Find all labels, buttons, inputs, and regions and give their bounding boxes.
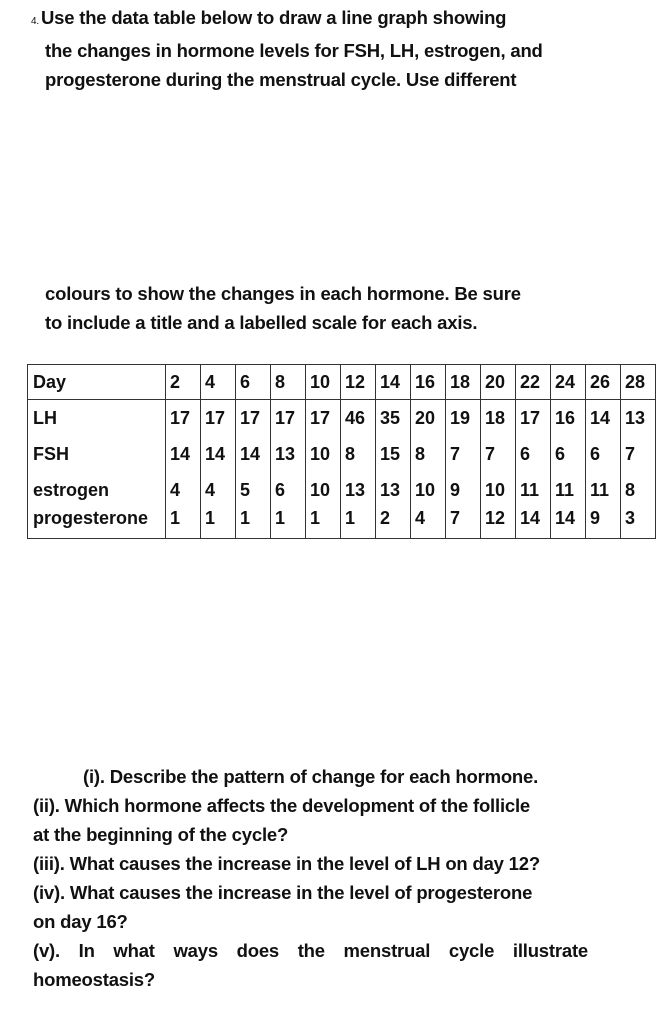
table-cell: 1 — [341, 508, 376, 539]
table-cell: 14 — [516, 508, 551, 539]
table-cell: 22 — [516, 365, 551, 400]
question-ii: (ii). Which hormone affects the development of the follicle — [33, 795, 530, 816]
table-cell: 18 — [481, 400, 516, 437]
question-ii-cont: at the beginning of the cycle? — [33, 824, 289, 845]
table-cell: 6 — [271, 472, 306, 508]
table-cell: 8 — [621, 472, 656, 508]
table-cell: 5 — [236, 472, 271, 508]
table-cell: 10 — [411, 472, 446, 508]
table-cell: 13 — [341, 472, 376, 508]
table-cell: 4 — [201, 472, 236, 508]
table-cell: 26 — [586, 365, 621, 400]
table-cell: 12 — [481, 508, 516, 539]
table-cell: 17 — [306, 400, 341, 437]
table-cell: 14 — [586, 400, 621, 437]
table-cell: 13 — [376, 472, 411, 508]
questions — [33, 762, 588, 994]
table-cell: 6 — [586, 436, 621, 472]
table-cell: 2 — [376, 508, 411, 539]
table-cell: 17 — [166, 400, 201, 437]
intro-line: to include a title and a labelled scale for each axis. — [45, 312, 478, 333]
question-iii: (iii). What causes the increase in the level of LH on day 12? — [33, 853, 540, 874]
table-cell: 7 — [446, 508, 481, 539]
table-cell: 2 — [166, 365, 201, 400]
table-row — [28, 436, 656, 472]
table-cell: 14 — [166, 436, 201, 472]
table-cell: 4 — [201, 365, 236, 400]
intro-line: the changes in hormone levels for FSH, LH, estrogen, and — [45, 40, 543, 61]
table-cell: 17 — [236, 400, 271, 437]
table-cell: 24 — [551, 365, 586, 400]
table-cell: 10 — [306, 365, 341, 400]
table-cell: 16 — [551, 400, 586, 437]
table-cell: 10 — [481, 472, 516, 508]
table-cell: 14 — [376, 365, 411, 400]
table-cell: 17 — [201, 400, 236, 437]
table-cell: 15 — [376, 436, 411, 472]
table-cell: 20 — [481, 365, 516, 400]
table-cell: 1 — [306, 508, 341, 539]
table-cell: 14 — [236, 436, 271, 472]
table-cell: 14 — [551, 508, 586, 539]
table-cell: 7 — [481, 436, 516, 472]
table-cell: 46 — [341, 400, 376, 437]
table-cell: 8 — [271, 365, 306, 400]
table-cell: 1 — [271, 508, 306, 539]
question-number: 4. — [31, 16, 39, 27]
question-iv-cont: on day 16? — [33, 911, 128, 932]
table-cell: 10 — [306, 472, 341, 508]
intro-line: colours to show the changes in each hormone. Be sure — [45, 283, 521, 304]
table-cell: 17 — [516, 400, 551, 437]
table-cell: 13 — [271, 436, 306, 472]
table-cell: 1 — [201, 508, 236, 539]
row-label: estrogen — [28, 472, 166, 508]
table-cell: 11 — [516, 472, 551, 508]
question-v-cont: homeostasis? — [33, 969, 155, 990]
table-cell: 9 — [586, 508, 621, 539]
table-cell: 20 — [411, 400, 446, 437]
row-label: FSH — [28, 436, 166, 472]
table-cell: 14 — [201, 436, 236, 472]
table-cell: 11 — [586, 472, 621, 508]
table-cell: 8 — [341, 436, 376, 472]
table-cell: 8 — [411, 436, 446, 472]
table-cell: 13 — [621, 400, 656, 437]
table-cell: 19 — [446, 400, 481, 437]
question-i: (i). Describe the pattern of change for each hormone. — [83, 766, 539, 787]
table-cell: 12 — [341, 365, 376, 400]
table-cell: 18 — [446, 365, 481, 400]
table-header-row — [28, 365, 656, 400]
table-cell: 10 — [306, 436, 341, 472]
row-label: progesterone — [28, 508, 166, 539]
table-cell: 35 — [376, 400, 411, 437]
table-cell: 28 — [621, 365, 656, 400]
table-cell: 16 — [411, 365, 446, 400]
table-cell: 9 — [446, 472, 481, 508]
table-cell: 4 — [166, 472, 201, 508]
intro-paragraph — [31, 3, 543, 94]
table-cell: 17 — [271, 400, 306, 437]
table-cell: 1 — [166, 508, 201, 539]
table-cell: 1 — [236, 508, 271, 539]
table-row — [28, 472, 656, 508]
table-cell: 6 — [516, 436, 551, 472]
intro-continued — [45, 279, 521, 337]
row-label: Day — [28, 365, 166, 400]
intro-line: progesterone during the menstrual cycle. Use different — [45, 69, 517, 90]
table-cell: 6 — [236, 365, 271, 400]
row-label: LH — [28, 400, 166, 437]
table-cell: 6 — [551, 436, 586, 472]
table-row — [28, 400, 656, 437]
table-cell: 7 — [446, 436, 481, 472]
table-cell: 7 — [621, 436, 656, 472]
table-cell: 11 — [551, 472, 586, 508]
table-cell: 3 — [621, 508, 656, 539]
hormone-data-table — [27, 364, 656, 539]
question-iv: (iv). What causes the increase in the level of progesterone — [33, 882, 533, 903]
table-row — [28, 508, 656, 539]
table-cell: 4 — [411, 508, 446, 539]
question-v: (v). In what ways does the menstrual cycle illustrate — [33, 940, 588, 961]
intro-line: Use the data table below to draw a line graph showing — [40, 7, 507, 28]
